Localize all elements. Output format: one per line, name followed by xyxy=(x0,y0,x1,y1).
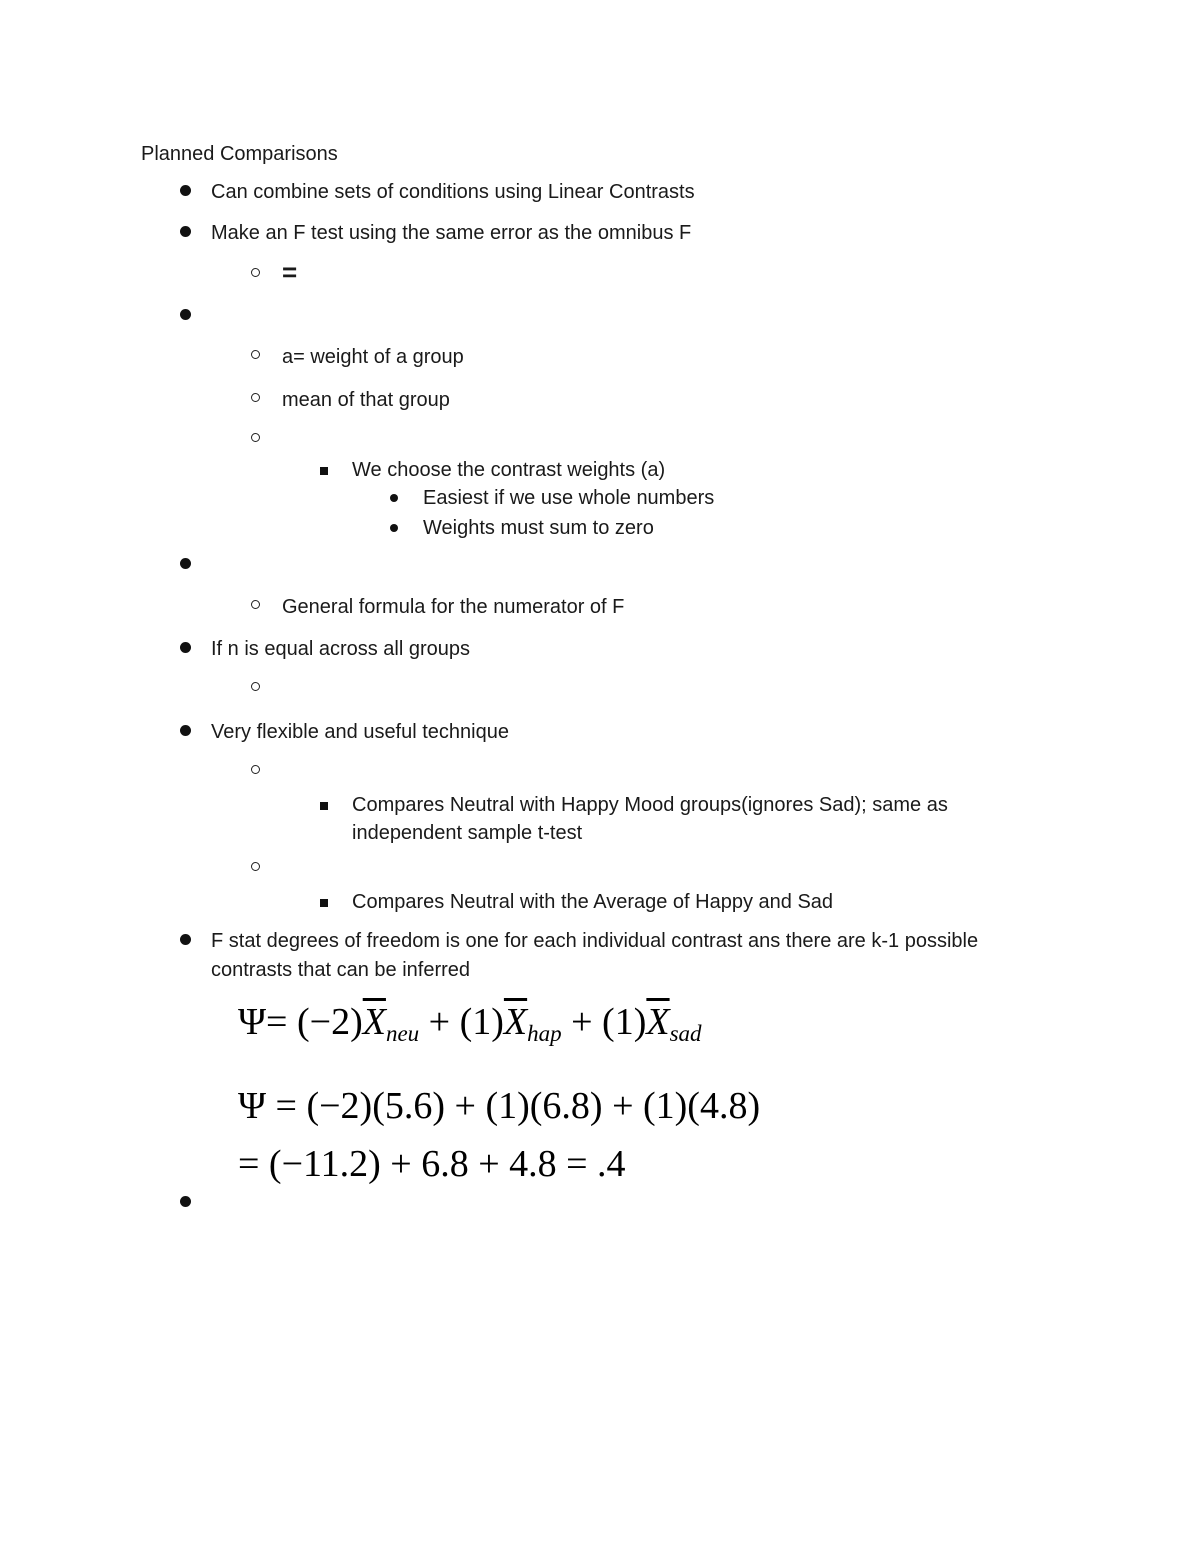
bullet-icon xyxy=(180,226,191,237)
square-bullet-icon xyxy=(320,899,328,907)
list-item-continuation: independent sample t-test xyxy=(352,822,583,844)
hollow-bullet-icon xyxy=(251,433,260,442)
mean-symbol: $\overline{X}$ xyxy=(503,1001,528,1043)
list-item: Very flexible and useful technique xyxy=(211,721,509,743)
hollow-bullet-icon xyxy=(251,350,260,359)
psi-symbol: Ψ xyxy=(238,1001,267,1043)
list-item: Easiest if we use whole numbers xyxy=(423,487,715,509)
bullet-icon xyxy=(180,309,191,320)
bullet-icon xyxy=(180,185,191,196)
list-item: Make an F test using the same error as the omnibus F xyxy=(211,222,692,244)
contrast-equation-symbolic xyxy=(238,1000,702,1049)
small-bullet-icon xyxy=(390,494,398,502)
mean-symbol: $\overline{X}$ xyxy=(646,1001,670,1043)
contrast-equation-numeric: Ψ = (−2)(5.6) + (1)(6.8) + (1)(4.8) xyxy=(238,1085,761,1127)
list-item: Weights must sum to zero xyxy=(423,517,654,539)
bullet-icon xyxy=(180,558,191,569)
hollow-bullet-icon xyxy=(251,765,260,774)
square-bullet-icon xyxy=(320,802,328,810)
hollow-bullet-icon xyxy=(251,268,260,277)
subscript-sad: sad xyxy=(669,1021,702,1046)
list-item: mean of that group xyxy=(282,389,450,411)
bullet-icon xyxy=(180,934,191,945)
equation-term: + (1) xyxy=(419,1001,504,1043)
small-bullet-icon xyxy=(390,524,398,532)
bullet-icon xyxy=(180,642,191,653)
bullet-icon xyxy=(180,1196,191,1207)
list-item: a= weight of a group xyxy=(282,346,464,368)
subscript-neu: neu xyxy=(385,1021,420,1046)
mean-symbol: $\overline{X}$ xyxy=(362,1001,386,1043)
equals-sign: = xyxy=(282,257,298,287)
subscript-hap: hap xyxy=(527,1021,562,1046)
hollow-bullet-icon xyxy=(251,682,260,691)
contrast-equation-result: = (−11.2) + 6.8 + 4.8 = .4 xyxy=(238,1143,626,1185)
page-title: Planned Comparisons xyxy=(141,143,338,165)
bullet-icon xyxy=(180,725,191,736)
equation-term: = (−2) xyxy=(266,1001,363,1043)
square-bullet-icon xyxy=(320,467,328,475)
list-item: F stat degrees of freedom is one for each individual contrast ans there are k-1 possible xyxy=(211,930,979,952)
list-item: Compares Neutral with the Average of Happy and Sad xyxy=(352,891,834,913)
list-item: Can combine sets of conditions using Linear Contrasts xyxy=(211,181,695,203)
list-item: We choose the contrast weights (a) xyxy=(352,459,666,481)
list-item-continuation: contrasts that can be inferred xyxy=(211,959,471,981)
hollow-bullet-icon xyxy=(251,862,260,871)
list-item: Compares Neutral with Happy Mood groups(ignores Sad); same as xyxy=(352,794,948,816)
hollow-bullet-icon xyxy=(251,393,260,402)
list-item: If n is equal across all groups xyxy=(211,638,471,660)
equation-term: + (1) xyxy=(561,1001,647,1043)
hollow-bullet-icon xyxy=(251,600,260,609)
list-item: General formula for the numerator of F xyxy=(282,596,625,618)
